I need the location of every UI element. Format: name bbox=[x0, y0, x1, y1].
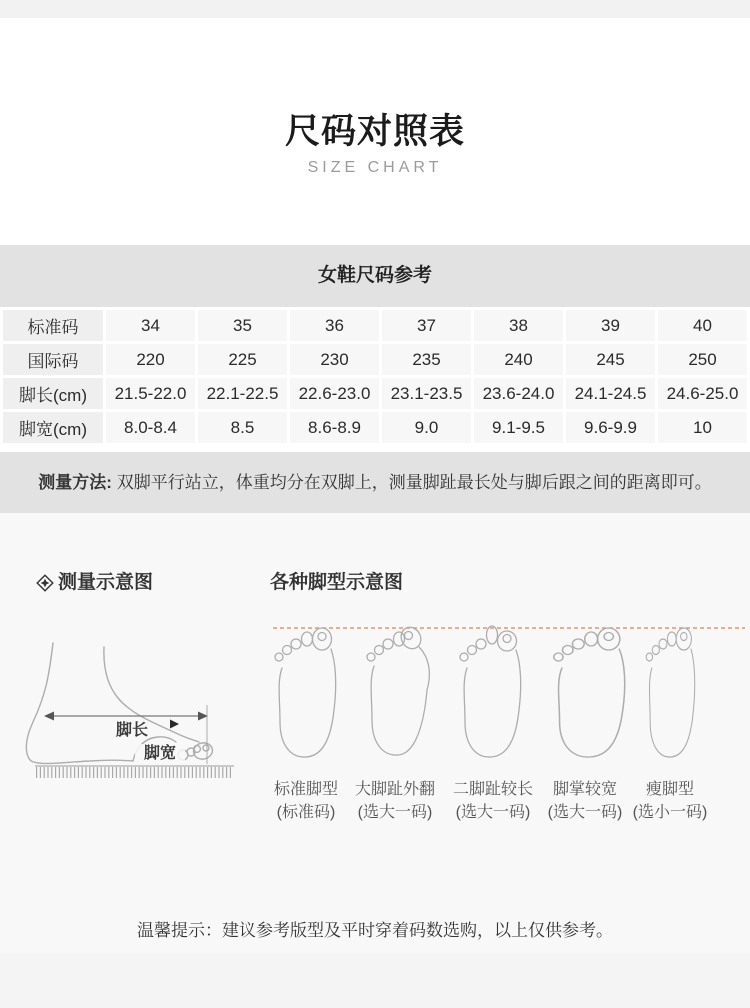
size-cell: 220 bbox=[106, 344, 195, 375]
foot-width-label: 脚宽 bbox=[143, 745, 177, 762]
size-cell: 240 bbox=[474, 344, 563, 375]
size-cell: 245 bbox=[566, 344, 655, 375]
size-cell: 8.0-8.4 bbox=[106, 412, 195, 443]
foot-type-advice: (选大一码) bbox=[357, 804, 433, 822]
size-cell: 34 bbox=[106, 310, 195, 341]
foot-type-thin bbox=[646, 628, 695, 757]
foot-type-wide bbox=[554, 628, 625, 757]
size-table-header: 女鞋尺码参考 bbox=[0, 245, 750, 307]
foot-types-diagram bbox=[258, 612, 750, 772]
size-cell: 9.0 bbox=[382, 412, 471, 443]
table-row-standard-size bbox=[3, 310, 747, 341]
size-cell: 22.6-23.0 bbox=[290, 378, 379, 409]
row-label: 脚宽(cm) bbox=[3, 412, 103, 443]
foot-type-advice: (选大一码) bbox=[547, 804, 623, 822]
foot-type-name: 标准脚型 bbox=[273, 781, 338, 798]
foot-length-label: 脚长 bbox=[115, 722, 149, 739]
diamond-icon bbox=[36, 574, 54, 592]
size-cell: 38 bbox=[474, 310, 563, 341]
size-cell: 35 bbox=[198, 310, 287, 341]
foot-type-standard bbox=[275, 628, 336, 757]
size-cell: 24.1-24.5 bbox=[566, 378, 655, 409]
section-title-measure-diagram: 测量示意图 bbox=[58, 572, 154, 593]
size-cell: 10 bbox=[658, 412, 747, 443]
page-title: 尺码对照表 bbox=[284, 112, 465, 151]
size-cell: 250 bbox=[658, 344, 747, 375]
measurement-method-text: 双脚平行站立，体重均分在双脚上，测量脚趾最长处与脚后跟之间的距离即可。 bbox=[111, 473, 712, 492]
size-cell: 8.6-8.9 bbox=[290, 412, 379, 443]
foot-type-name: 二脚趾较长 bbox=[452, 781, 533, 798]
table-row-foot-length bbox=[3, 378, 747, 409]
measurement-method-label: 测量方法: bbox=[38, 473, 112, 492]
size-cell: 225 bbox=[198, 344, 287, 375]
size-cell: 8.5 bbox=[198, 412, 287, 443]
size-cell: 23.6-24.0 bbox=[474, 378, 563, 409]
foot-type-label bbox=[605, 778, 735, 824]
foot-type-name: 大脚趾外翻 bbox=[354, 781, 435, 798]
foot-type-bunion bbox=[367, 624, 429, 755]
page-subtitle: SIZE CHART bbox=[307, 159, 443, 176]
foot-measure-diagram bbox=[20, 598, 250, 798]
section-title-foot-types: 各种脚型示意图 bbox=[270, 572, 404, 593]
row-label: 标准码 bbox=[3, 310, 103, 341]
size-cell: 36 bbox=[290, 310, 379, 341]
foot-type-long-second-toe bbox=[460, 626, 521, 757]
footer-tip: 温馨提示：建议参考版型及平时穿着码数选购，以上仅供参考。 bbox=[137, 921, 613, 940]
foot-type-advice: (标准码) bbox=[276, 804, 336, 822]
foot-type-name: 瘦脚型 bbox=[645, 781, 694, 798]
small-pointer-icon bbox=[170, 720, 179, 729]
foot-type-name: 脚掌较宽 bbox=[552, 781, 617, 798]
foot-type-advice: (选小一码) bbox=[632, 804, 708, 822]
size-table bbox=[0, 307, 750, 446]
size-cell: 235 bbox=[382, 344, 471, 375]
top-strip bbox=[0, 0, 750, 18]
ground-hatch bbox=[35, 766, 234, 773]
size-cell: 24.6-25.0 bbox=[658, 378, 747, 409]
row-label: 国际码 bbox=[3, 344, 103, 375]
foot-side-outline bbox=[26, 643, 214, 763]
table-row-foot-width bbox=[3, 412, 747, 443]
size-cell: 40 bbox=[658, 310, 747, 341]
size-cell: 230 bbox=[290, 344, 379, 375]
size-cell: 23.1-23.5 bbox=[382, 378, 471, 409]
size-cell: 22.1-22.5 bbox=[198, 378, 287, 409]
size-cell: 21.5-22.0 bbox=[106, 378, 195, 409]
size-cell: 39 bbox=[566, 310, 655, 341]
measurement-method-note bbox=[0, 452, 750, 513]
size-cell: 37 bbox=[382, 310, 471, 341]
bottom-strip bbox=[0, 953, 750, 1008]
row-label: 脚长(cm) bbox=[3, 378, 103, 409]
size-cell: 9.1-9.5 bbox=[474, 412, 563, 443]
foot-type-advice: (选大一码) bbox=[455, 804, 531, 822]
table-row-international-size bbox=[3, 344, 747, 375]
size-cell: 9.6-9.9 bbox=[566, 412, 655, 443]
